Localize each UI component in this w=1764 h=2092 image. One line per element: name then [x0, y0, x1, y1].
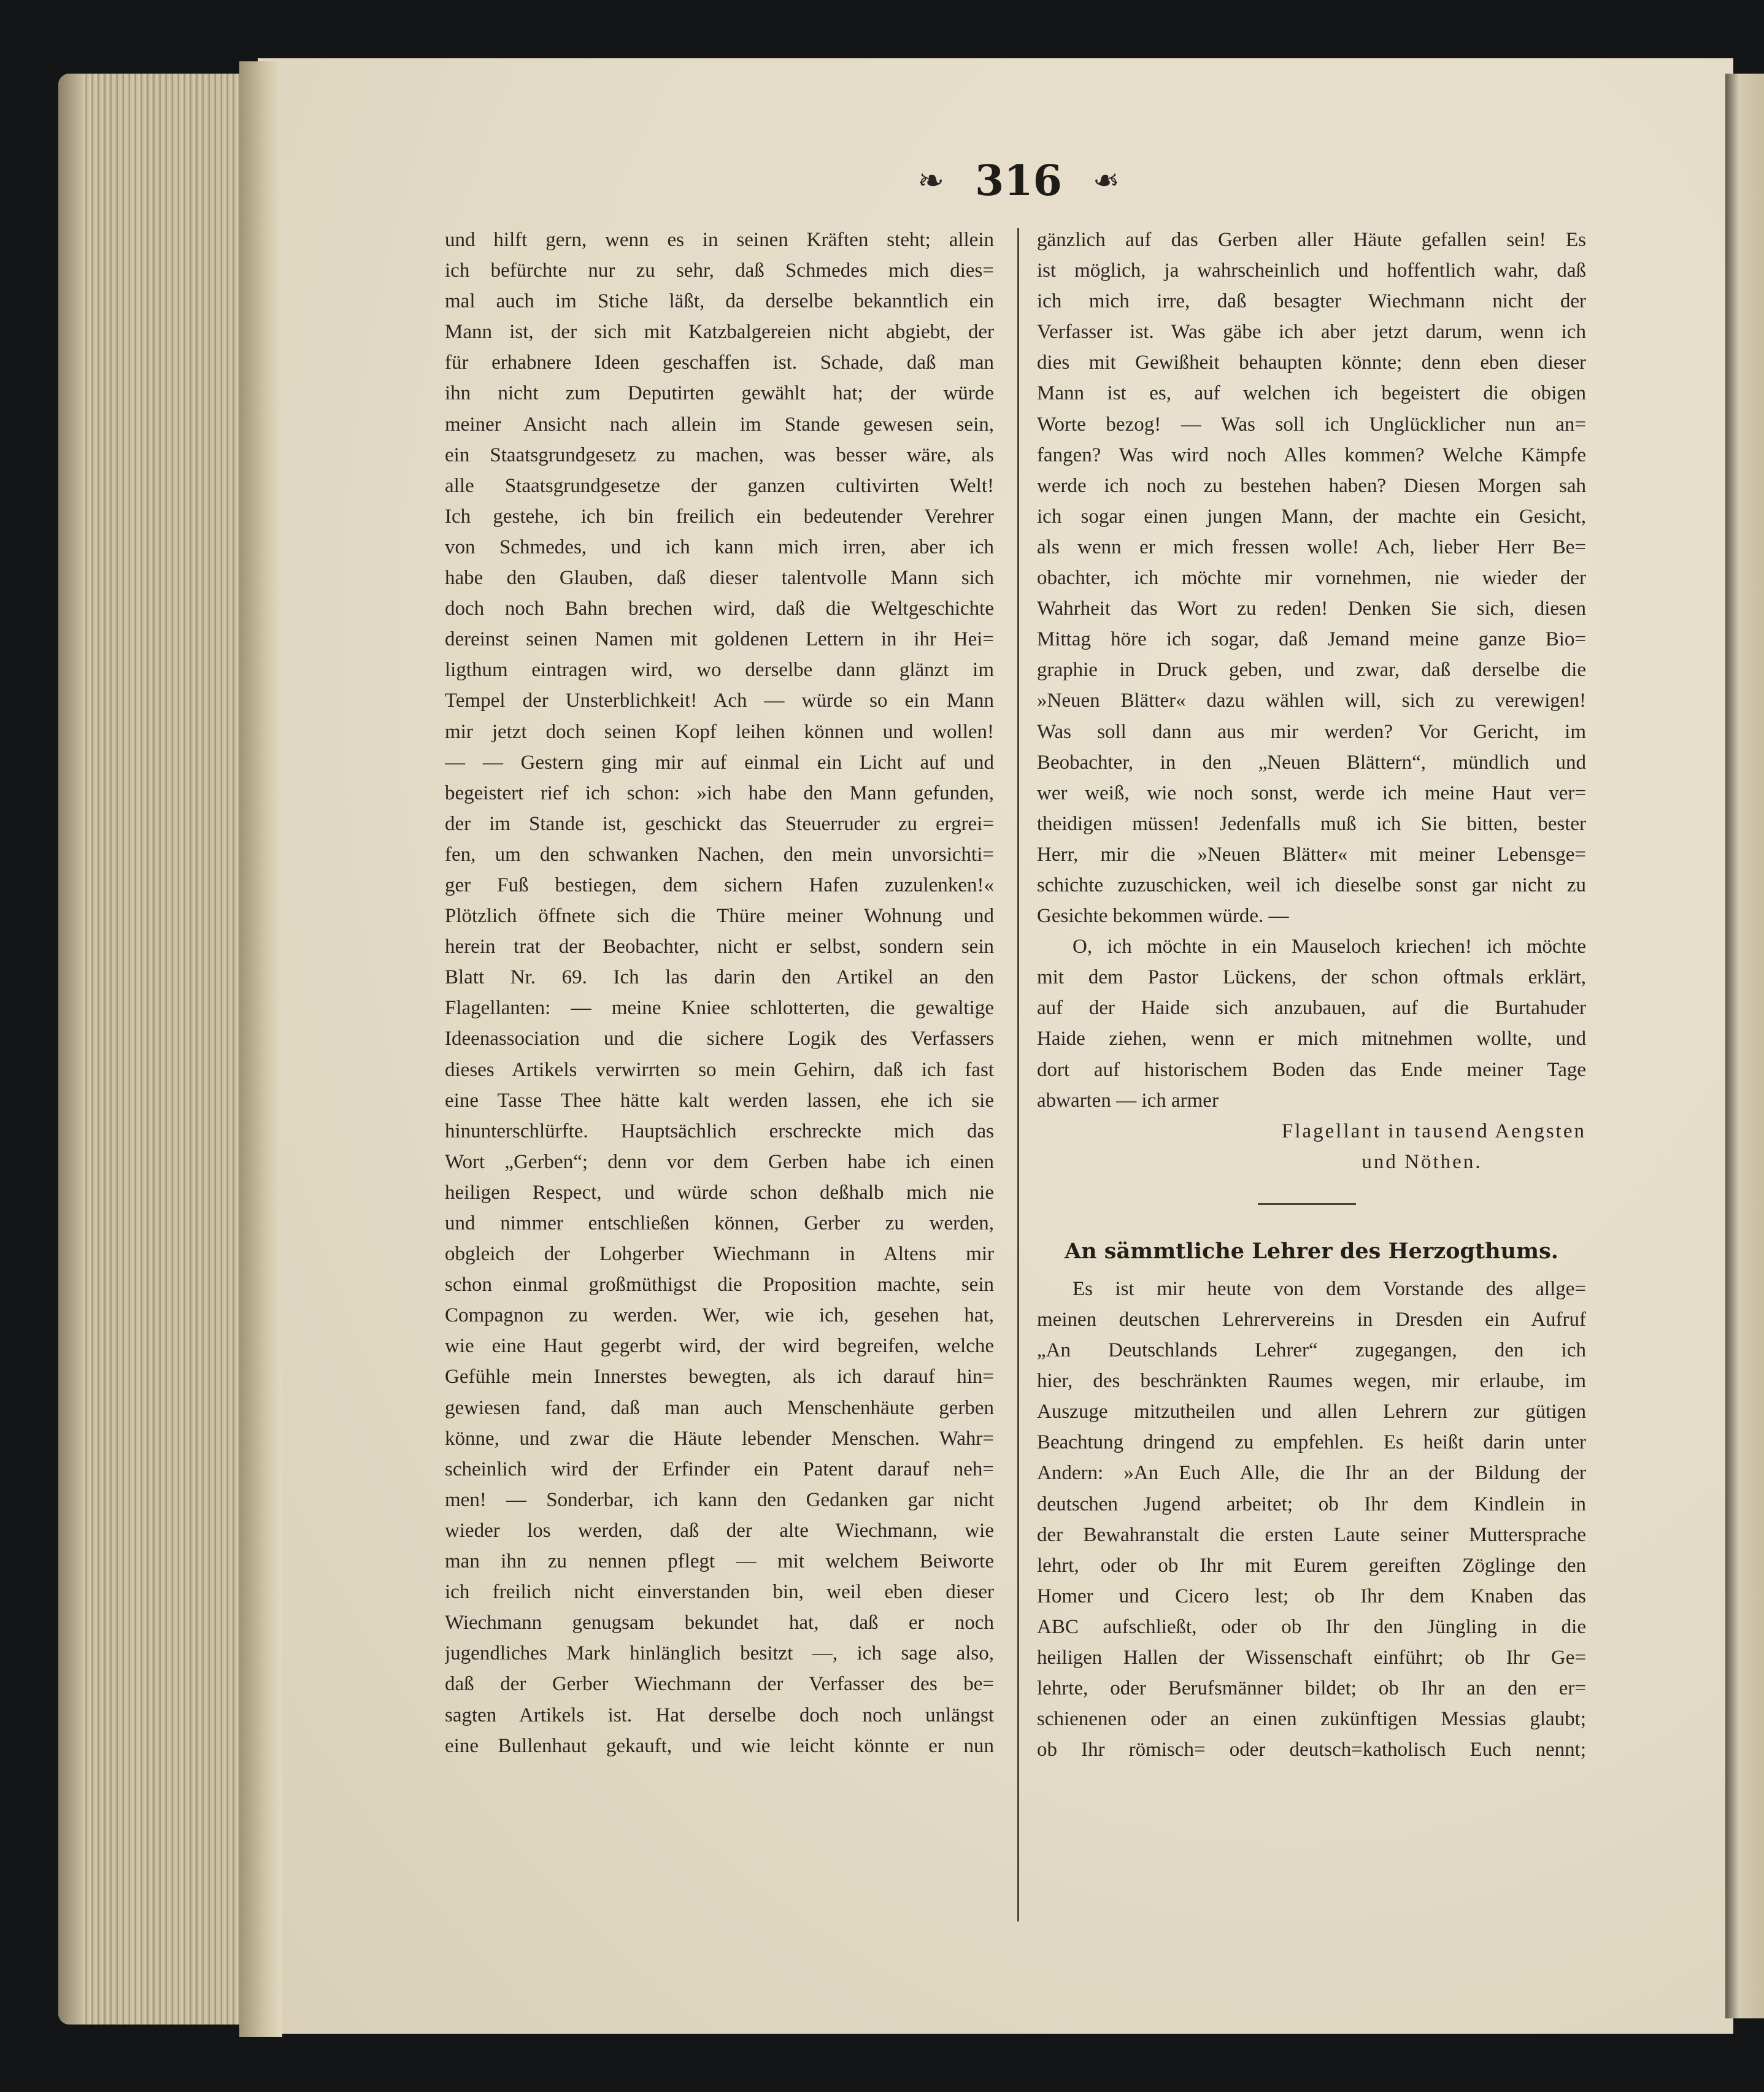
text-line: ger Fuß bestiegen, dem sichern Hafen zuzulenken!« — [445, 874, 994, 896]
text-line: wieder los werden, daß der alte Wiechmann, wie — [445, 1519, 994, 1542]
text-line: ich mich irre, daß besagter Wiechmann nicht der — [1037, 290, 1586, 313]
text-line: wer weiß, wie noch sonst, werde ich meine Haut ver= — [1037, 782, 1586, 804]
text-line: »Neuen Blätter« dazu wählen will, sich zu verewigen! — [1037, 690, 1586, 712]
text-line: sagten Artikels ist. Hat derselbe doch noch unlängst — [445, 1704, 994, 1726]
text-line: werde ich noch zu bestehen haben? Diesen Morgen sah — [1037, 474, 1586, 497]
signature-line-2: und Nöthen. — [1362, 1150, 1482, 1173]
text-line: alle Staatsgrundgesetze der ganzen cultivirten Welt! — [445, 474, 994, 497]
section-separator — [1258, 1203, 1356, 1205]
text-line: fen, um den schwanken Nachen, den mein unvorsichti= — [445, 843, 994, 866]
text-line: schon einmal großmüthigst die Proposition machte, sein — [445, 1274, 994, 1296]
text-line: meiner Ansicht nach allein im Stande gewesen sein, — [445, 413, 994, 436]
text-line: „An Deutschlands Lehrer“ zugegangen, den ich — [1037, 1339, 1586, 1362]
text-line: doch noch Bahn brechen wird, daß die Weltgeschichte — [445, 598, 994, 620]
text-line: Was soll dann aus mir werden? Vor Gericht, im — [1037, 720, 1586, 743]
text-line: für erhabnere Ideen geschaffen ist. Schade, daß man — [445, 352, 994, 374]
text-line: fangen? Was wird noch Alles kommen? Welche Kämpfe — [1037, 444, 1586, 466]
section-heading: An sämmtliche Lehrer des Herzogthums. — [1065, 1238, 1558, 1264]
text-line: Haide ziehen, wenn er mich mitnehmen wollte, und — [1037, 1028, 1586, 1050]
signature-line-1: Flagellant in tausend Aengsten — [1281, 1120, 1586, 1142]
text-line: der Bewahranstalt die ersten Laute seiner Muttersprache — [1037, 1523, 1586, 1546]
text-line: ABC aufschließt, oder ob Ihr den Jüngling in die — [1037, 1615, 1586, 1638]
text-line: ich befürchte nur zu sehr, daß Schmedes mich dies= — [445, 260, 994, 282]
letter-closing-paragraph — [1037, 931, 1586, 1116]
text-line: als wenn er mich fressen wolle! Ach, lieber Herr Be= — [1037, 536, 1586, 558]
text-line: der im Stande ist, geschickt das Steuerruder zu ergrei= — [445, 812, 994, 835]
text-line: man ihn zu nennen pflegt — mit welchem Beiworte — [445, 1550, 994, 1573]
text-line: Ideenassociation und die sichere Logik des Verfassers — [445, 1028, 994, 1050]
text-line: Compagnon zu werden. Wer, wie ich, gesehen hat, — [445, 1304, 994, 1327]
text-line: wie eine Haut gegerbt wird, der wird begreifen, welche — [445, 1335, 994, 1358]
text-line: abwarten — ich armer — [1037, 1089, 1219, 1112]
text-line: Homer und Cicero lest; ob Ihr dem Knaben das — [1037, 1585, 1586, 1607]
text-line: men! — Sonderbar, ich kann den Gedanken gar nicht — [445, 1488, 994, 1511]
text-line: Herr, mir die »Neuen Blätter« mit meiner Lebensge= — [1037, 843, 1586, 866]
text-line: deutschen Jugend arbeitet; ob Ihr dem Kindlein in — [1037, 1493, 1586, 1515]
text-line: jugendliches Mark hinlänglich besitzt —, ich sage also, — [445, 1642, 994, 1665]
text-line: heiligen Hallen der Wissenschaft einführt; ob Ihr Ge= — [1037, 1647, 1586, 1669]
page-edges — [58, 74, 261, 2025]
text-line: ihn nicht zum Deputirten gewählt hat; der würde — [445, 382, 994, 405]
letter-continuation — [1037, 225, 1586, 931]
text-line: Gesichte bekommen würde. — — [1037, 905, 1289, 928]
text-line: herein trat der Beobachter, nicht er selbst, sondern sein — [445, 936, 994, 958]
text-line: Ich gestehe, ich bin freilich ein bedeutender Verehrer — [445, 505, 994, 528]
text-line: habe den Glauben, daß dieser talentvolle Mann sich — [445, 567, 994, 590]
right-column — [1037, 225, 1586, 1765]
text-line: dies mit Gewißheit behaupten könnte; denn eben dieser — [1037, 352, 1586, 374]
text-line: Es ist mir heute von dem Vorstande des allge= — [1073, 1277, 1586, 1300]
text-line: meinen deutschen Lehrervereins in Dresden ein Aufruf — [1037, 1309, 1586, 1331]
text-line: Flagellanten: — meine Kniee schlotterten, die gewaltige — [445, 997, 994, 1020]
text-line: Mann ist, der sich mit Katzbalgereien nicht abgiebt, der — [445, 321, 994, 344]
facing-page-edge — [1725, 74, 1764, 2018]
text-line: dieses Artikels verwirrten so mein Gehirn, daß ich fast — [445, 1058, 994, 1081]
text-line: Wort „Gerben“; denn vor dem Gerben habe ich einen — [445, 1150, 994, 1173]
text-line: Verfasser ist. Was gäbe ich aber jetzt darum, wenn ich — [1037, 321, 1586, 344]
text-line: dereinst seinen Namen mit goldenen Lettern in ihr Hei= — [445, 628, 994, 651]
text-line: ob Ihr römisch= oder deutsch=katholisch Euch nennt; — [1037, 1739, 1586, 1761]
text-line: Plötzlich öffnete sich die Thüre meiner Wohnung und — [445, 905, 994, 928]
text-line: ich freilich nicht einverstanden bin, weil eben dieser — [445, 1581, 994, 1604]
text-line: Gefühle mein Innerstes bewegten, als ich darauf hin= — [445, 1366, 994, 1388]
text-line: Blatt Nr. 69. Ich las darin den Artikel an den — [445, 966, 994, 989]
text-line: lehrt, oder ob Ihr mit Eurem gereiften Zöglinge den — [1037, 1554, 1586, 1577]
text-line: schichte zuzuschicken, weil ich dieselbe sonst gar nicht zu — [1037, 874, 1586, 896]
text-line: ligthum eintragen wird, wo derselbe dann glänzt im — [445, 659, 994, 682]
text-line: Andern: »An Euch Alle, die Ihr an der Bildung der — [1037, 1462, 1586, 1485]
text-line: heiligen Respect, und würde schon deßhalb mich nie — [445, 1181, 994, 1204]
book-gutter — [239, 61, 282, 2037]
text-line: dort auf historischem Boden das Ende meiner Tage — [1037, 1058, 1586, 1081]
text-line: schienenen oder an einen zukünftigen Messias glaubt; — [1037, 1708, 1586, 1731]
text-line: eine Bullenhaut gekauft, und wie leicht könnte er nun — [445, 1734, 994, 1757]
text-line: könne, und zwar die Häute lebender Menschen. Wahr= — [445, 1427, 994, 1450]
text-line: und nimmer entschließen können, Gerber zu werden, — [445, 1212, 994, 1234]
text-line: — — Gestern ging mir auf einmal ein Licht auf und — [445, 751, 994, 774]
text-line: scheinlich wird der Erfinder ein Patent darauf neh= — [445, 1458, 994, 1480]
column-divider — [1017, 228, 1019, 1921]
text-line: ist möglich, ja wahrscheinlich und hoffentlich wahr, daß — [1037, 260, 1586, 282]
text-line: Beobachter, in den „Neuen Blättern“, mündlich und — [1037, 751, 1586, 774]
text-line: daß der Gerber Wiechmann der Verfasser des be= — [445, 1673, 994, 1696]
text-line: mit dem Pastor Lückens, der schon oftmals erklärt, — [1037, 966, 1586, 989]
text-line: eine Tasse Thee hätte kalt werden lassen, ehe ich sie — [445, 1089, 994, 1112]
text-line: obachter, ich möchte mir vornehmen, nie wieder der — [1037, 567, 1586, 590]
text-line: hier, des beschränkten Raumes wegen, mir erlaube, im — [1037, 1370, 1586, 1393]
text-line: theidigen müssen! Jedenfalls muß ich Sie bitten, bester — [1037, 812, 1586, 835]
text-line: ein Staatsgrundgesetz zu machen, was besser wäre, als — [445, 444, 994, 466]
text-line: obgleich der Lohgerber Wiechmann in Altens mir — [445, 1243, 994, 1266]
text-line: begeistert rief ich schon: »ich habe den Mann gefunden, — [445, 782, 994, 804]
text-line: Mittag höre ich sogar, daß Jemand meine ganze Bio= — [1037, 628, 1586, 651]
left-column — [445, 225, 994, 1761]
text-line: gewiesen fand, daß man auch Menschenhäute gerben — [445, 1396, 994, 1419]
text-line: Wiechmann genugsam bekundet hat, daß er noch — [445, 1612, 994, 1634]
text-line: Wahrheit das Wort zu reden! Denken Sie sich, diesen — [1037, 598, 1586, 620]
text-line: O, ich möchte in ein Mauseloch kriechen! ich möchte — [1073, 936, 1586, 958]
page-header — [859, 147, 1178, 215]
text-line: hinunterschlürfte. Hauptsächlich erschreckte mich das — [445, 1120, 994, 1142]
text-line: mir jetzt doch seinen Kopf leihen können und wollen! — [445, 720, 994, 743]
text-line: Auszuge mitzutheilen und allen Lehrern zur gütigen — [1037, 1401, 1586, 1423]
text-line: und hilft gern, wenn es in seinen Kräften steht; allein — [445, 229, 994, 251]
text-line: graphie in Druck geben, und zwar, daß derselbe die — [1037, 659, 1586, 682]
text-line: Worte bezog! — Was soll ich Unglücklicher nun an= — [1037, 413, 1586, 436]
text-line: mal auch im Stiche läßt, da derselbe bekanntlich ein — [445, 290, 994, 313]
text-line: Beachtung dringend zu empfehlen. Es heißt darin unter — [1037, 1431, 1586, 1454]
left-ornament-icon: ❧ — [917, 163, 945, 199]
text-line: gänzlich auf das Gerben aller Häute gefallen sein! Es — [1037, 229, 1586, 251]
text-line: Tempel der Unsterblichkeit! Ach — würde so ein Mann — [445, 690, 994, 712]
page-number: 316 — [975, 156, 1062, 206]
page-edges-shade — [58, 74, 83, 2025]
teachers-article — [1037, 1274, 1586, 1766]
text-line: lehrte, oder Berufsmänner bildet; ob Ihr an den er= — [1037, 1677, 1586, 1700]
text-line: Mann ist es, auf welchen ich begeistert die obigen — [1037, 382, 1586, 405]
text-line: ich sogar einen jungen Mann, der machte ein Gesicht, — [1037, 505, 1586, 528]
text-line: auf der Haide sich anzubauen, auf die Burtahuder — [1037, 997, 1586, 1020]
text-line: von Schmedes, und ich kann mich irren, aber ich — [445, 536, 994, 558]
right-ornament-icon: ❧ — [1092, 163, 1120, 199]
